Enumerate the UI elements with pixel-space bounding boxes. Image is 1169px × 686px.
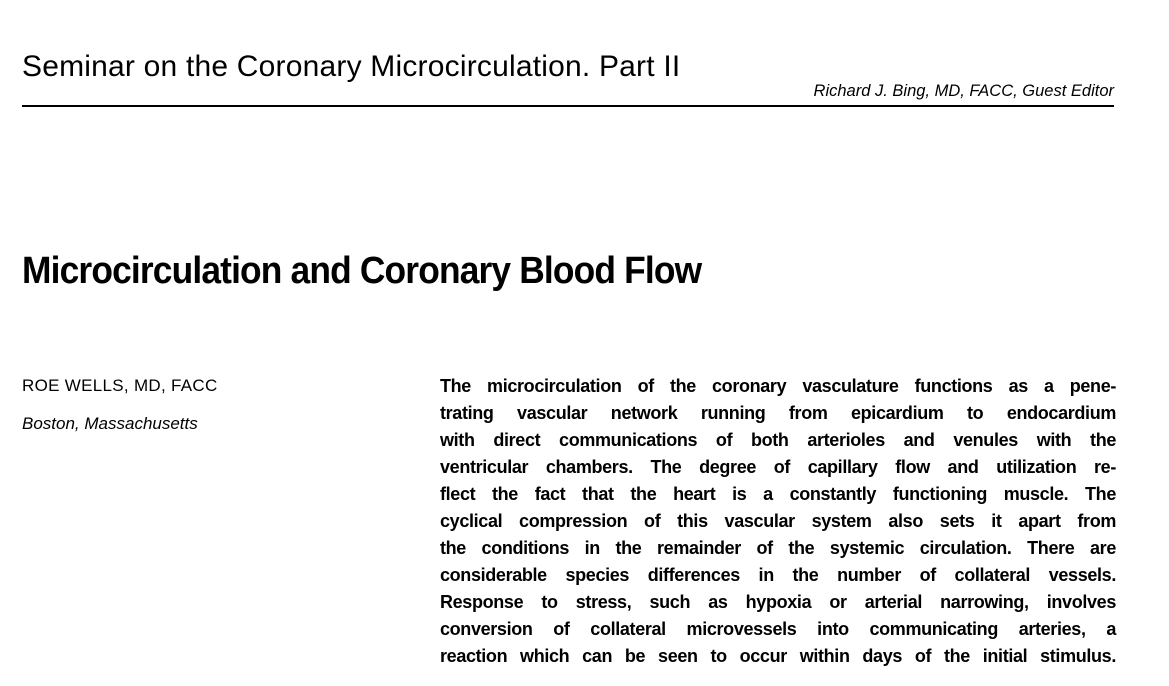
header-rule: [22, 105, 1114, 107]
abstract-line: The microcirculation of the coronary vasculature functions as a pene-: [440, 376, 1116, 396]
abstract-line: considerable species differences in the number of collateral vessels.: [440, 565, 1116, 585]
author-name: ROE WELLS, MD, FACC: [22, 376, 218, 395]
abstract-line: Response to stress, such as hypoxia or arterial narrowing, involves: [440, 592, 1116, 612]
abstract-line: flect the fact that the heart is a constantly functioning muscle. The: [440, 484, 1116, 504]
abstract-line: cyclical compression of this vascular system also sets it apart from: [440, 511, 1116, 531]
abstract-line: trating vascular network running from epicardium to endocardium: [440, 403, 1116, 423]
abstract: [440, 373, 1116, 670]
guest-editor-credit: Richard J. Bing, MD, FACC, Guest Editor: [813, 82, 1114, 100]
article-title: Microcirculation and Coronary Blood Flow: [22, 250, 702, 292]
abstract-line: with direct communications of both arterioles and venules with the: [440, 430, 1116, 450]
abstract-line: ventricular chambers. The degree of capillary flow and utilization re-: [440, 457, 1116, 477]
abstract-line: the conditions in the remainder of the systemic circulation. There are: [440, 538, 1116, 558]
abstract-line: conversion of collateral microvessels into communicating arteries, a: [440, 619, 1116, 639]
series-title: Seminar on the Coronary Microcirculation. Part II: [22, 50, 681, 83]
abstract-line: reaction which can be seen to occur within days of the initial stimulus.: [440, 646, 1116, 666]
author-affiliation: Boston, Massachusetts: [22, 414, 198, 433]
